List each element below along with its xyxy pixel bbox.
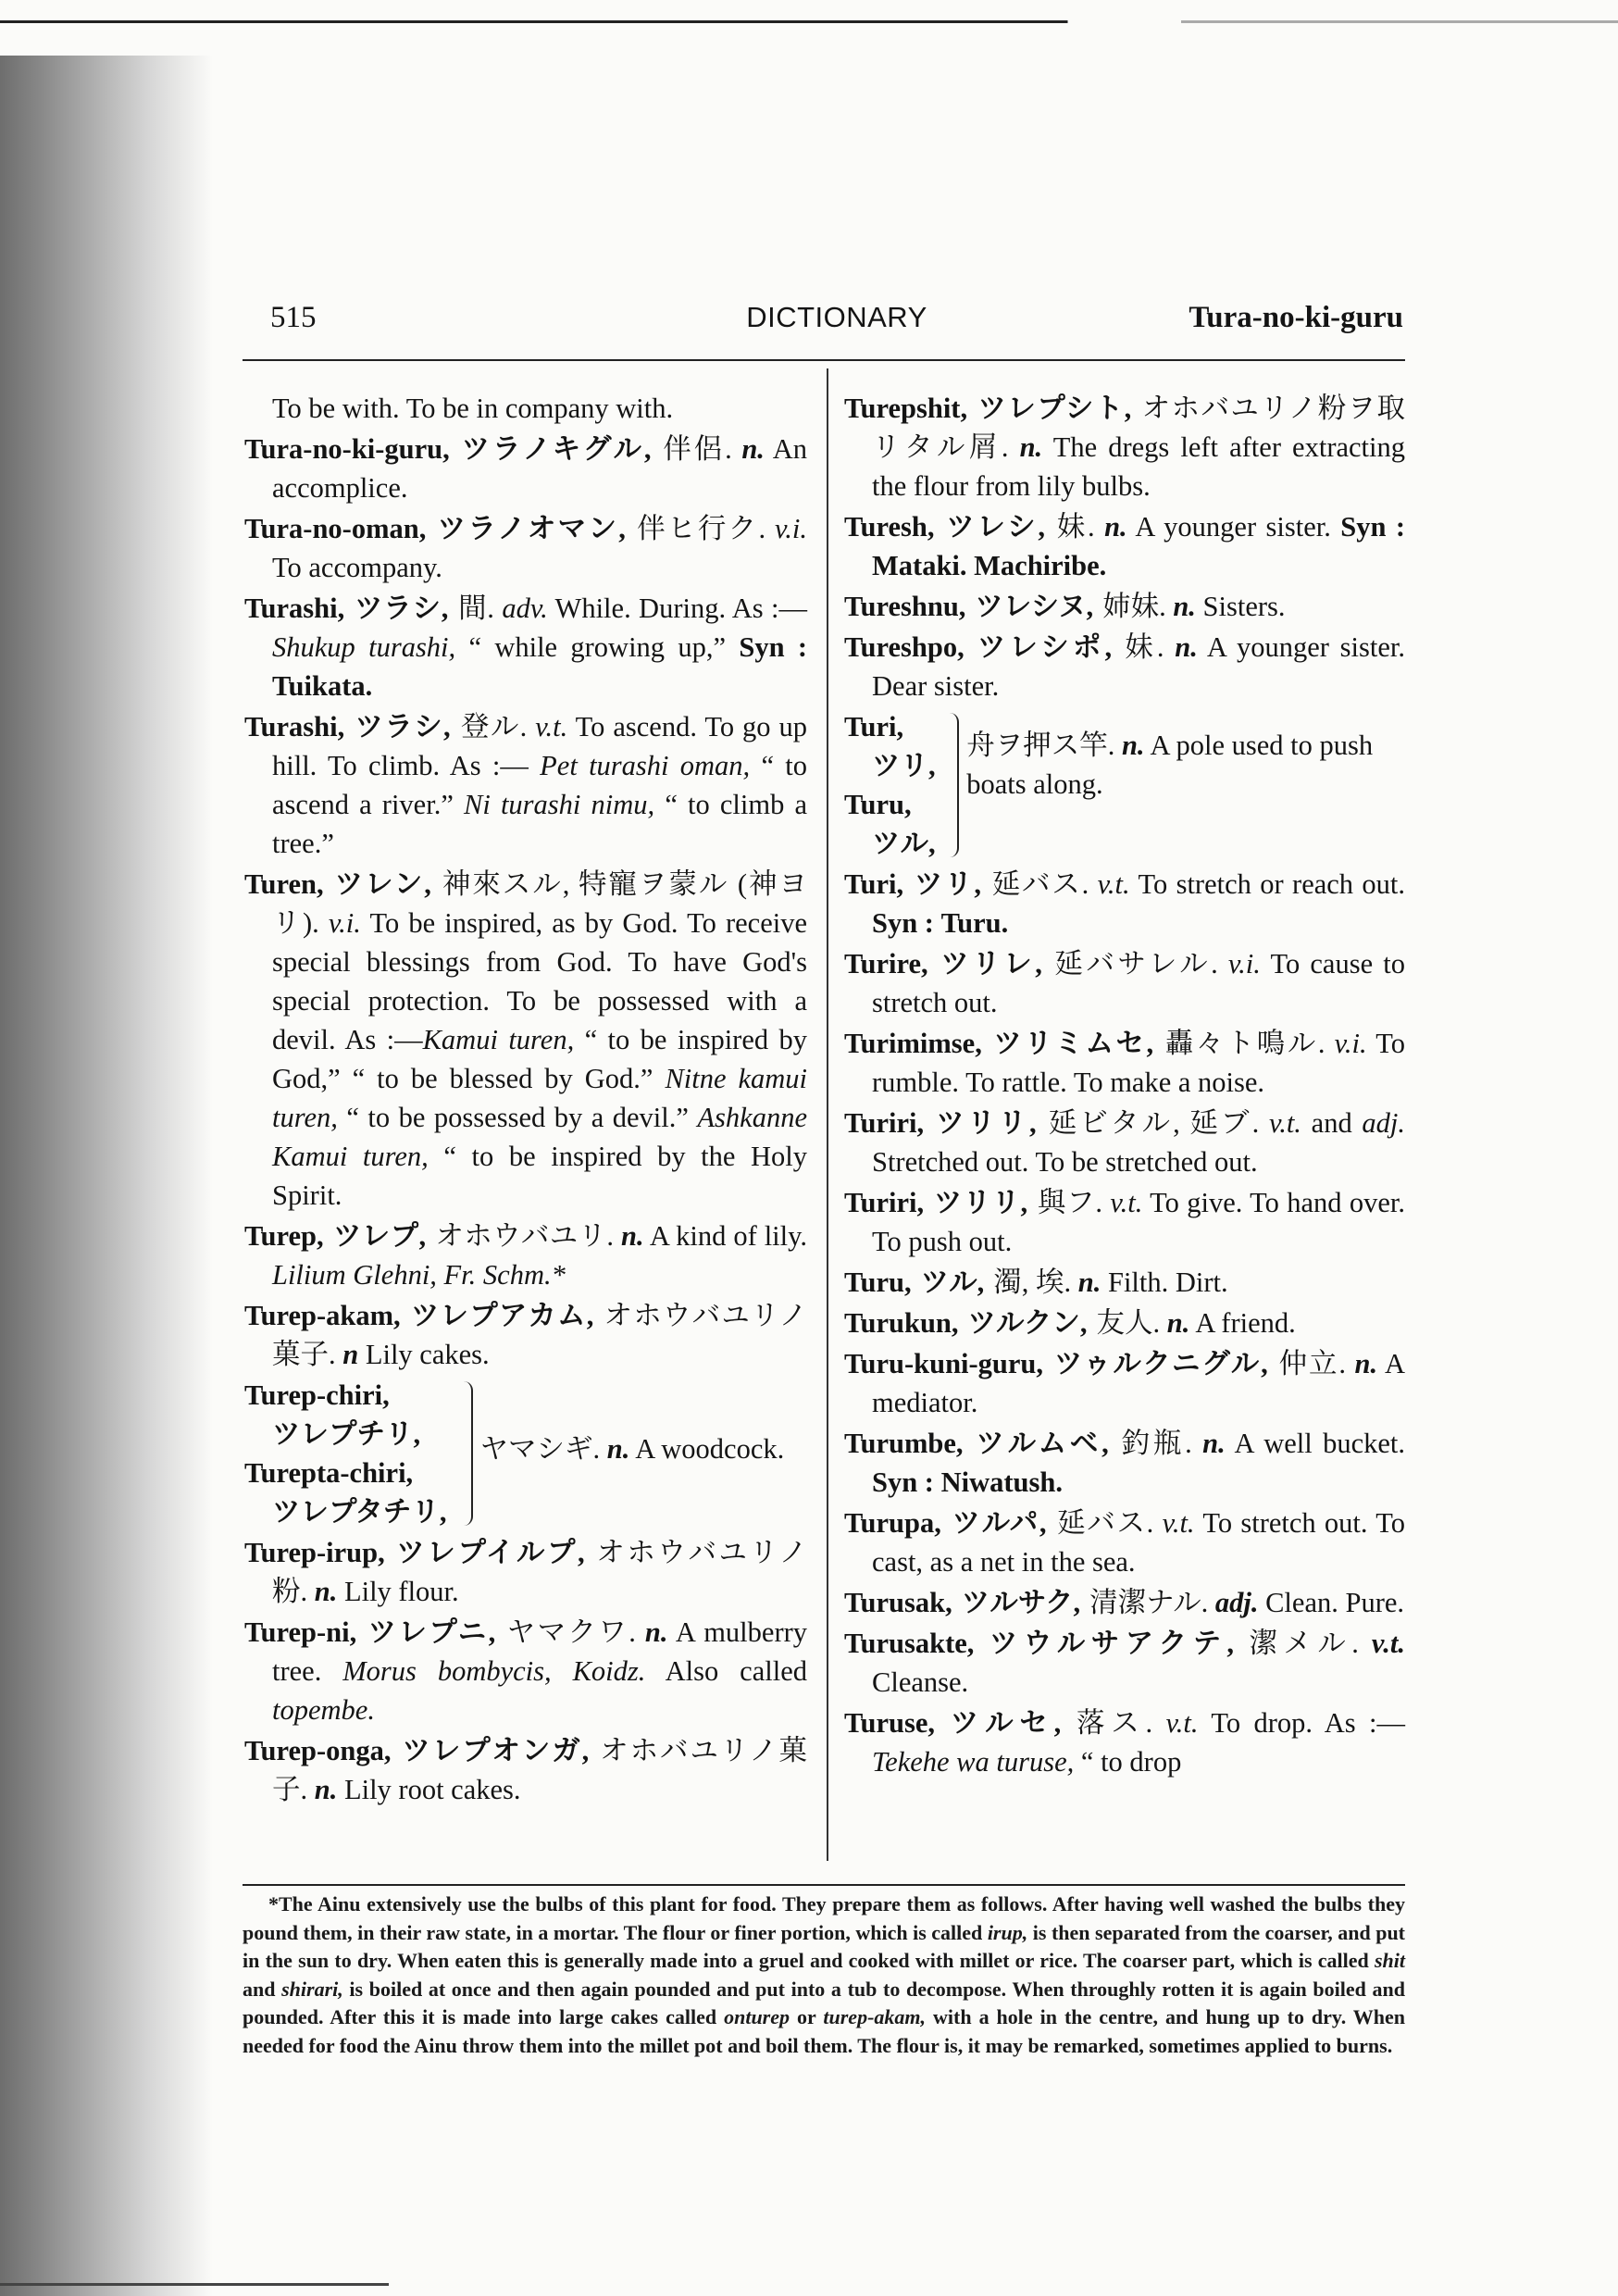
scan-top-edge: [0, 20, 1618, 23]
brace: [460, 1381, 473, 1526]
entry-turumbe: Turumbe, ツルムベ, 釣瓶. n. A well bucket. Syn : Niwatush.: [844, 1428, 1406, 1498]
entry-turire: Turire, ツリレ, 延バサレル. v.i. To cause to stretch out.: [844, 948, 1405, 1018]
footnote-rule: [243, 1884, 1405, 1886]
entry-tura-no-ki-guru: Tura-no-ki-guru, ツラノキグル, 伴侶. n. An accomplice.: [244, 433, 808, 504]
continuation-text: To be with. To be in company with.: [272, 393, 674, 424]
entry-turimimse: Turimimse, ツリミムセ, 轟々ト鳴ル. v.i. To rumble. To rattle. To make a noise.: [844, 1028, 1405, 1098]
entry-turukun: Turukun, ツルクン, 友人. n. A friend.: [844, 1307, 1296, 1339]
entry-turep-onga: Turep-onga, ツレプオンガ, オホバユリノ菓子. n. Lily root cakes.: [244, 1735, 807, 1805]
entry-turiri-give: Turiri, ツリリ, 與フ. v.t. To give. To hand over. To push out.: [844, 1187, 1406, 1257]
brace: [949, 713, 960, 857]
footnote: *The Ainu extensively use the bulbs of this plant for food. They prepare them as follows. After having well washed the bulbs they pound them, in their raw state, in a mortar. The flour or finer portion, which is called irup, is then separated from the coarser, and put in the sun to dry. When eaten this is generally made into a gruel and cooked with millet or rice. The coarser part, which is called shit and shirari, is boiled at once and then again pounded and put into a tub to decompose. When throughly rotten it is again boiled and pounded. After this it is made into large cakes called onturep or turep-akam, with a hole in the centre, and hung up to dry. When needed for food the Ainu throw them into the millet pot and boil them. The flour is, it may be remarked, sometimes applied to burns.: [243, 1892, 1406, 2057]
right-column: [844, 389, 1405, 1783]
entry-turiri-stretched: Turiri, ツリリ, 延ビタル, 延ブ. v.t. and adj. Stretched out. To be stretched out.: [844, 1107, 1406, 1178]
entry-turen: Turen, ツレン, 神來スル, 特寵ヲ蒙ル (神ヨリ). v.i. To be inspired, as by God. To receive special blessings from God. To have God's special protection. To be possessed with a devil. As :—Kamui turen, “ to be inspired by God,” “ to be blessed by God.” Nitne kamui turen, “ to be possessed by a devil.” Ashkanne Kamui turen, “ to be inspired by the Holy Spirit.: [244, 868, 808, 1211]
page-number: 515: [270, 301, 317, 334]
entry-turusak: Turusak, ツルサク, 清潔ナル. adj. Clean. Pure.: [844, 1587, 1405, 1618]
entry-turu-kuni-guru: Turu-kuni-guru, ツゥルクニグル, 仲立. n. A mediator.: [844, 1348, 1405, 1418]
entry-turuse: Turuse, ツルセ, 落ス. v.t. To drop. As :—Tekehe wa turuse, “ to drop: [844, 1707, 1406, 1778]
header-rule: [243, 359, 1405, 361]
entry-turepshit: Turepshit, ツレプシト, オホバユリノ粉ヲ取リタル屑. n. The dregs left after extracting the flour from lily bulbs.: [844, 393, 1406, 502]
guide-word: Tura-no-ki-guru: [1189, 301, 1403, 334]
entry-turi: Turi, ツリ, 延バス. v.t. To stretch or reach out. Syn : Turu.: [844, 868, 1406, 939]
entry-turashi-adv: Turashi, ツラシ, 間. adv. While. During. As :—Shukup turashi, “ while growing up,” Syn : Tuikata.: [244, 593, 808, 702]
entry-tureshnu: Tureshnu, ツレシヌ, 姉妹. n. Sisters.: [844, 591, 1286, 622]
entry-turep-akam: Turep-akam, ツレプアカム, オホウバユリノ菓子. n Lily cakes.: [244, 1300, 807, 1370]
entry-group-turep-chiri: Turep-chiri, ツレプチリ, Turepta-chiri, ツレプタチリ, ヤマシギ. n. A woodcock.: [244, 1379, 785, 1528]
entry-tureshpo: Tureshpo, ツレシポ, 妹. n. A younger sister. Dear sister.: [844, 631, 1405, 702]
entry-tura-no-oman: Tura-no-oman, ツラノオマン, 伴ヒ行ク. v.i. To accompany.: [244, 513, 808, 583]
entry-turep-irup: Turep-irup, ツレプイルプ, オホウバユリノ粉. n. Lily flour.: [244, 1537, 807, 1607]
page-title: DICTIONARY: [746, 301, 927, 333]
left-column: [244, 389, 807, 1811]
entry-group-turi-turu: Turi, ツリ, Turu, ツル, 舟ヲ押ス竿. n. A pole used to push boats along.: [844, 711, 1374, 859]
scan-bottom-edge: [0, 2283, 389, 2286]
entry-turep: Turep, ツレプ, オホウバユリ. n. A kind of lily. Lilium Glehni, Fr. Schm.*: [244, 1220, 808, 1291]
entry-turesh: Turesh, ツレシ, 妹. n. A younger sister. Syn : Mataki. Machiribe.: [844, 511, 1405, 581]
entry-turusakte: Turusakte, ツウルサアクテ, 潔メル. v.t. Cleanse.: [844, 1628, 1406, 1698]
column-divider: [827, 368, 828, 1861]
entry-turu: Turu, ツル, 濁, 埃. n. Filth. Dirt.: [844, 1267, 1228, 1298]
entry-turep-ni: Turep-ni, ツレプニ, ヤマクワ. n. A mulberry tree. Morus bombycis, Koidz. Also called topembe.: [244, 1616, 808, 1726]
entry-turupa: Turupa, ツルパ, 延バス. v.t. To stretch out. To cast, as a net in the sea.: [844, 1507, 1406, 1578]
entry-turashi-vt: Turashi, ツラシ, 登ル. v.t. To ascend. To go up hill. To climb. As :— Pet turashi oman, “ to ascend a river.” Ni turashi nimu, “ to climb a tree.”: [244, 711, 808, 859]
running-header: [270, 301, 1403, 347]
book-spine-shadow: [0, 56, 213, 2296]
